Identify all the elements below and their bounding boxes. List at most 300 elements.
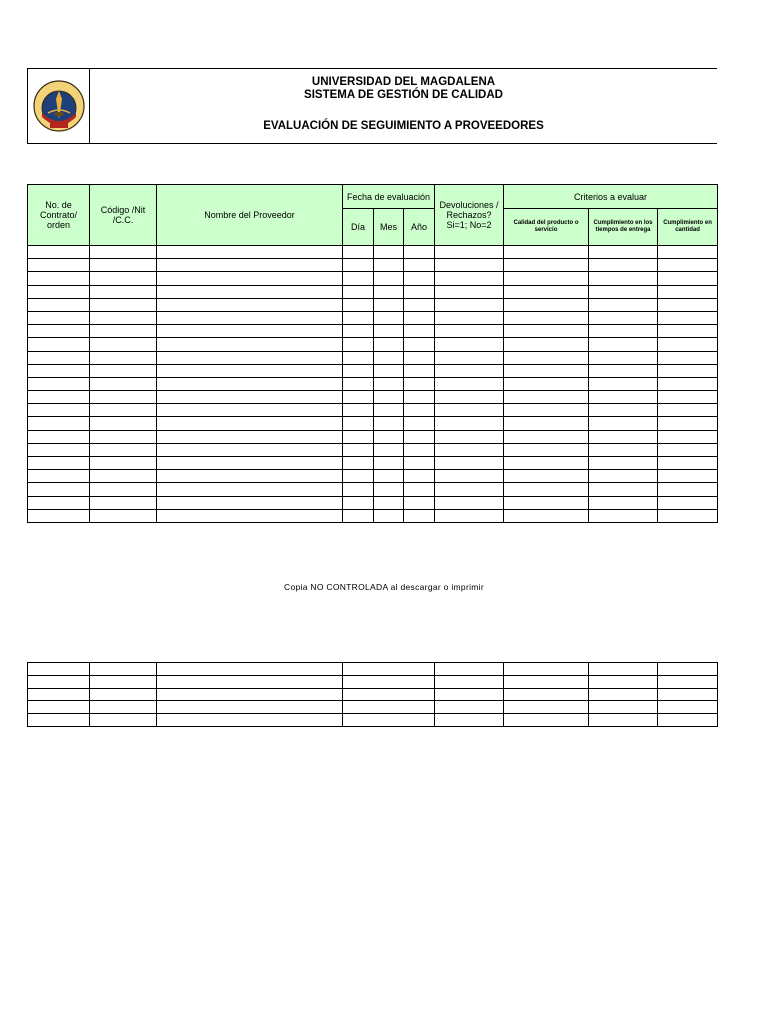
table-cell[interactable] bbox=[404, 364, 435, 377]
table-cell[interactable] bbox=[157, 285, 343, 298]
table-cell[interactable] bbox=[504, 311, 589, 324]
table-cell[interactable] bbox=[504, 404, 589, 417]
table-row bbox=[28, 272, 718, 285]
header-anio: Año bbox=[404, 209, 435, 246]
table-cell[interactable] bbox=[435, 298, 504, 311]
table-cell[interactable] bbox=[504, 246, 589, 259]
table-cell[interactable] bbox=[589, 259, 658, 272]
table-cell[interactable] bbox=[435, 351, 504, 364]
table-cell[interactable] bbox=[504, 351, 589, 364]
table-cell[interactable] bbox=[404, 298, 435, 311]
header-devoluciones: Devoluciones / Rechazos? Si=1; No=2 bbox=[435, 185, 504, 246]
document-header bbox=[27, 68, 717, 144]
table-row bbox=[28, 311, 718, 324]
table-cell[interactable] bbox=[157, 298, 343, 311]
table-cell[interactable] bbox=[504, 391, 589, 404]
table-cell[interactable] bbox=[504, 338, 589, 351]
table-cell[interactable] bbox=[343, 483, 374, 496]
table-cell[interactable] bbox=[589, 688, 658, 701]
table-cell[interactable] bbox=[658, 443, 718, 456]
table-cell[interactable] bbox=[658, 325, 718, 338]
table-cell[interactable] bbox=[589, 338, 658, 351]
table-row bbox=[28, 430, 718, 443]
table-row bbox=[28, 701, 718, 714]
table-cell[interactable] bbox=[90, 351, 157, 364]
table-cell[interactable] bbox=[658, 351, 718, 364]
table-cell[interactable] bbox=[658, 338, 718, 351]
table-cell[interactable] bbox=[28, 675, 90, 688]
form-title: EVALUACIÓN DE SEGUIMIENTO A PROVEEDORES bbox=[263, 120, 544, 132]
table-cell[interactable] bbox=[90, 714, 157, 727]
logo-cell bbox=[28, 69, 90, 143]
table-cell[interactable] bbox=[658, 483, 718, 496]
table-cell[interactable] bbox=[28, 364, 90, 377]
table-cell[interactable] bbox=[374, 496, 404, 509]
table-cell[interactable] bbox=[435, 443, 504, 456]
evaluation-table bbox=[27, 184, 718, 523]
table-cell[interactable] bbox=[589, 351, 658, 364]
header-dia: Día bbox=[343, 209, 374, 246]
table-cell[interactable] bbox=[404, 272, 435, 285]
table-cell[interactable] bbox=[157, 325, 343, 338]
table-row bbox=[28, 714, 718, 727]
table-cell[interactable] bbox=[658, 688, 718, 701]
table-cell[interactable] bbox=[28, 391, 90, 404]
table-cell[interactable] bbox=[90, 701, 157, 714]
table-cell[interactable] bbox=[343, 364, 374, 377]
table-cell[interactable] bbox=[90, 285, 157, 298]
table-row bbox=[28, 688, 718, 701]
table-cell[interactable] bbox=[589, 430, 658, 443]
table-cell[interactable] bbox=[658, 391, 718, 404]
system-title: SISTEMA DE GESTIÓN DE CALIDAD bbox=[304, 89, 503, 101]
table-cell[interactable] bbox=[343, 701, 435, 714]
table-cell[interactable] bbox=[435, 391, 504, 404]
university-seal-logo bbox=[32, 77, 86, 135]
table-cell[interactable] bbox=[28, 285, 90, 298]
table-cell[interactable] bbox=[28, 417, 90, 430]
table-cell[interactable] bbox=[90, 391, 157, 404]
table-cell[interactable] bbox=[504, 714, 589, 727]
table-cell[interactable] bbox=[90, 675, 157, 688]
table-cell[interactable] bbox=[90, 377, 157, 390]
table-cell[interactable] bbox=[374, 259, 404, 272]
table-cell[interactable] bbox=[374, 285, 404, 298]
table-cell[interactable] bbox=[28, 311, 90, 324]
table-cell[interactable] bbox=[28, 351, 90, 364]
table-row bbox=[28, 496, 718, 509]
table-cell[interactable] bbox=[374, 404, 404, 417]
table-cell[interactable] bbox=[343, 430, 374, 443]
table-cell[interactable] bbox=[504, 470, 589, 483]
table-cell[interactable] bbox=[435, 430, 504, 443]
table-cell[interactable] bbox=[28, 483, 90, 496]
table-row bbox=[28, 364, 718, 377]
table-cell[interactable] bbox=[504, 285, 589, 298]
table-cell[interactable] bbox=[589, 417, 658, 430]
table-cell[interactable] bbox=[658, 470, 718, 483]
table-cell[interactable] bbox=[658, 298, 718, 311]
table-cell[interactable] bbox=[504, 298, 589, 311]
table-cell[interactable] bbox=[504, 509, 589, 522]
table-cell[interactable] bbox=[374, 417, 404, 430]
table-cell[interactable] bbox=[435, 338, 504, 351]
table-cell[interactable] bbox=[157, 351, 343, 364]
table-row bbox=[28, 285, 718, 298]
table-cell[interactable] bbox=[589, 391, 658, 404]
table-cell[interactable] bbox=[435, 457, 504, 470]
table-cell[interactable] bbox=[658, 404, 718, 417]
table-cell[interactable] bbox=[343, 714, 435, 727]
table-cell[interactable] bbox=[404, 351, 435, 364]
table-cell[interactable] bbox=[589, 272, 658, 285]
table-cell[interactable] bbox=[157, 259, 343, 272]
table-cell[interactable] bbox=[343, 298, 374, 311]
table-cell[interactable] bbox=[658, 272, 718, 285]
table-cell[interactable] bbox=[404, 246, 435, 259]
table-cell[interactable] bbox=[90, 688, 157, 701]
table-cell[interactable] bbox=[343, 443, 374, 456]
table-row bbox=[28, 470, 718, 483]
table-cell[interactable] bbox=[589, 701, 658, 714]
table-cell[interactable] bbox=[343, 404, 374, 417]
table-cell[interactable] bbox=[28, 404, 90, 417]
secondary-table-body bbox=[28, 663, 718, 727]
table-cell[interactable] bbox=[589, 377, 658, 390]
table-cell[interactable] bbox=[435, 259, 504, 272]
table-cell[interactable] bbox=[589, 496, 658, 509]
table-cell[interactable] bbox=[374, 325, 404, 338]
table-cell[interactable] bbox=[28, 663, 90, 676]
table-cell[interactable] bbox=[374, 351, 404, 364]
institution-title: UNIVERSIDAD DEL MAGDALENA bbox=[311, 76, 496, 88]
table-cell[interactable] bbox=[343, 496, 374, 509]
table-cell[interactable] bbox=[343, 351, 374, 364]
table-cell[interactable] bbox=[658, 417, 718, 430]
table-cell[interactable] bbox=[28, 298, 90, 311]
header-cantidad: Cumplimiento en cantidad bbox=[658, 209, 718, 246]
table-cell[interactable] bbox=[28, 714, 90, 727]
table-cell[interactable] bbox=[435, 496, 504, 509]
table-cell[interactable] bbox=[589, 470, 658, 483]
header-nombre-proveedor: Nombre del Proveedor bbox=[157, 185, 343, 246]
table-cell[interactable] bbox=[374, 470, 404, 483]
table-cell[interactable] bbox=[343, 311, 374, 324]
table-cell[interactable] bbox=[157, 272, 343, 285]
table-row bbox=[28, 298, 718, 311]
table-cell[interactable] bbox=[28, 246, 90, 259]
table-cell[interactable] bbox=[343, 272, 374, 285]
table-cell[interactable] bbox=[504, 325, 589, 338]
table-cell[interactable] bbox=[589, 364, 658, 377]
table-cell[interactable] bbox=[343, 325, 374, 338]
table-cell[interactable] bbox=[658, 285, 718, 298]
table-cell[interactable] bbox=[658, 259, 718, 272]
table-cell[interactable] bbox=[90, 311, 157, 324]
table-cell[interactable] bbox=[589, 483, 658, 496]
table-cell[interactable] bbox=[90, 259, 157, 272]
table-cell[interactable] bbox=[435, 417, 504, 430]
table-cell[interactable] bbox=[157, 701, 343, 714]
table-cell[interactable] bbox=[435, 272, 504, 285]
table-cell[interactable] bbox=[504, 259, 589, 272]
table-cell[interactable] bbox=[435, 246, 504, 259]
table-row bbox=[28, 443, 718, 456]
table-cell[interactable] bbox=[374, 272, 404, 285]
table-cell[interactable] bbox=[374, 509, 404, 522]
table-cell[interactable] bbox=[157, 404, 343, 417]
table-cell[interactable] bbox=[404, 311, 435, 324]
table-cell[interactable] bbox=[343, 509, 374, 522]
table-cell[interactable] bbox=[435, 509, 504, 522]
table-cell[interactable] bbox=[504, 483, 589, 496]
header-criterios: Criterios a evaluar bbox=[504, 185, 718, 209]
table-cell[interactable] bbox=[90, 483, 157, 496]
header-fecha-evaluacion: Fecha de evaluación bbox=[343, 185, 435, 209]
table-cell[interactable] bbox=[404, 404, 435, 417]
table-cell[interactable] bbox=[658, 509, 718, 522]
table-cell[interactable] bbox=[90, 272, 157, 285]
table-cell[interactable] bbox=[374, 430, 404, 443]
table-cell[interactable] bbox=[504, 364, 589, 377]
table-cell[interactable] bbox=[157, 675, 343, 688]
table-cell[interactable] bbox=[28, 259, 90, 272]
table-cell[interactable] bbox=[90, 338, 157, 351]
table-cell[interactable] bbox=[504, 701, 589, 714]
table-cell[interactable] bbox=[343, 259, 374, 272]
table-cell[interactable] bbox=[589, 404, 658, 417]
table-row bbox=[28, 391, 718, 404]
table-cell[interactable] bbox=[435, 325, 504, 338]
table-cell[interactable] bbox=[157, 714, 343, 727]
table-cell[interactable] bbox=[404, 443, 435, 456]
table-cell[interactable] bbox=[435, 377, 504, 390]
table-cell[interactable] bbox=[343, 246, 374, 259]
evaluation-table-body bbox=[28, 246, 718, 523]
table-cell[interactable] bbox=[404, 430, 435, 443]
table-cell[interactable] bbox=[658, 496, 718, 509]
table-cell[interactable] bbox=[504, 443, 589, 456]
header-mes: Mes bbox=[374, 209, 404, 246]
table-cell[interactable] bbox=[157, 364, 343, 377]
table-row bbox=[28, 259, 718, 272]
table-cell[interactable] bbox=[343, 663, 435, 676]
table-cell[interactable] bbox=[157, 443, 343, 456]
table-cell[interactable] bbox=[157, 663, 343, 676]
table-cell[interactable] bbox=[343, 285, 374, 298]
table-row bbox=[28, 351, 718, 364]
table-cell[interactable] bbox=[504, 272, 589, 285]
table-cell[interactable] bbox=[404, 285, 435, 298]
table-cell[interactable] bbox=[435, 483, 504, 496]
table-cell[interactable] bbox=[404, 509, 435, 522]
table-cell[interactable] bbox=[157, 688, 343, 701]
table-cell[interactable] bbox=[374, 483, 404, 496]
table-cell[interactable] bbox=[589, 325, 658, 338]
table-cell[interactable] bbox=[28, 509, 90, 522]
table-row bbox=[28, 483, 718, 496]
table-row bbox=[28, 377, 718, 390]
table-cell[interactable] bbox=[435, 364, 504, 377]
table-cell[interactable] bbox=[157, 430, 343, 443]
table-cell[interactable] bbox=[343, 417, 374, 430]
table-cell[interactable] bbox=[589, 714, 658, 727]
table-cell[interactable] bbox=[157, 338, 343, 351]
table-cell[interactable] bbox=[658, 663, 718, 676]
table-cell[interactable] bbox=[404, 391, 435, 404]
table-cell[interactable] bbox=[504, 688, 589, 701]
table-row bbox=[28, 404, 718, 417]
table-cell[interactable] bbox=[90, 457, 157, 470]
table-cell[interactable] bbox=[658, 430, 718, 443]
table-cell[interactable] bbox=[404, 470, 435, 483]
table-cell[interactable] bbox=[343, 377, 374, 390]
table-cell[interactable] bbox=[504, 663, 589, 676]
table-cell[interactable] bbox=[157, 509, 343, 522]
table-cell[interactable] bbox=[90, 417, 157, 430]
table-cell[interactable] bbox=[90, 404, 157, 417]
table-cell[interactable] bbox=[435, 701, 504, 714]
table-cell[interactable] bbox=[90, 509, 157, 522]
table-cell[interactable] bbox=[343, 391, 374, 404]
table-cell[interactable] bbox=[589, 663, 658, 676]
table-cell[interactable] bbox=[504, 430, 589, 443]
table-row bbox=[28, 417, 718, 430]
table-row bbox=[28, 338, 718, 351]
header-tiempos: Cumplimiento en los tiempos de entrega bbox=[589, 209, 658, 246]
table-cell[interactable] bbox=[658, 457, 718, 470]
table-cell[interactable] bbox=[589, 443, 658, 456]
table-cell[interactable] bbox=[658, 675, 718, 688]
table-cell[interactable] bbox=[589, 285, 658, 298]
table-cell[interactable] bbox=[658, 377, 718, 390]
table-cell[interactable] bbox=[28, 272, 90, 285]
table-cell[interactable] bbox=[658, 311, 718, 324]
header-contrato: No. de Contrato/ orden bbox=[28, 185, 90, 246]
table-cell[interactable] bbox=[157, 246, 343, 259]
table-cell[interactable] bbox=[404, 417, 435, 430]
table-row bbox=[28, 675, 718, 688]
table-cell[interactable] bbox=[658, 701, 718, 714]
table-cell[interactable] bbox=[589, 298, 658, 311]
table-cell[interactable] bbox=[28, 430, 90, 443]
table-cell[interactable] bbox=[374, 364, 404, 377]
header-titles bbox=[90, 69, 717, 133]
table-cell[interactable] bbox=[90, 663, 157, 676]
table-row bbox=[28, 509, 718, 522]
table-cell[interactable] bbox=[404, 259, 435, 272]
table-cell[interactable] bbox=[404, 496, 435, 509]
header-codigo: Código /Nit /C.C. bbox=[90, 185, 157, 246]
table-cell[interactable] bbox=[589, 675, 658, 688]
table-cell[interactable] bbox=[157, 377, 343, 390]
table-cell[interactable] bbox=[28, 470, 90, 483]
table-row bbox=[28, 663, 718, 676]
table-cell[interactable] bbox=[157, 391, 343, 404]
table-cell[interactable] bbox=[435, 714, 504, 727]
table-cell[interactable] bbox=[28, 688, 90, 701]
table-cell[interactable] bbox=[374, 298, 404, 311]
table-cell[interactable] bbox=[343, 675, 435, 688]
table-cell[interactable] bbox=[404, 325, 435, 338]
table-cell[interactable] bbox=[157, 457, 343, 470]
table-cell[interactable] bbox=[589, 246, 658, 259]
table-cell[interactable] bbox=[28, 377, 90, 390]
table-cell[interactable] bbox=[28, 496, 90, 509]
table-cell[interactable] bbox=[435, 663, 504, 676]
table-cell[interactable] bbox=[504, 496, 589, 509]
table-cell[interactable] bbox=[90, 298, 157, 311]
table-cell[interactable] bbox=[658, 364, 718, 377]
table-cell[interactable] bbox=[504, 377, 589, 390]
table-cell[interactable] bbox=[374, 338, 404, 351]
table-cell[interactable] bbox=[157, 483, 343, 496]
secondary-table bbox=[27, 662, 718, 727]
table-cell[interactable] bbox=[90, 443, 157, 456]
header-calidad: Calidad del producto o servicio bbox=[504, 209, 589, 246]
table-cell[interactable] bbox=[374, 246, 404, 259]
table-cell[interactable] bbox=[435, 404, 504, 417]
table-cell[interactable] bbox=[90, 496, 157, 509]
table-cell[interactable] bbox=[435, 688, 504, 701]
table-cell[interactable] bbox=[435, 470, 504, 483]
table-cell[interactable] bbox=[343, 470, 374, 483]
table-cell[interactable] bbox=[157, 417, 343, 430]
table-cell[interactable] bbox=[404, 377, 435, 390]
table-cell[interactable] bbox=[343, 688, 435, 701]
uncontrolled-copy-notice: Copia NO CONTROLADA al descargar o imprimir bbox=[284, 582, 484, 592]
table-cell[interactable] bbox=[28, 457, 90, 470]
table-cell[interactable] bbox=[435, 285, 504, 298]
table-cell[interactable] bbox=[404, 338, 435, 351]
table-cell[interactable] bbox=[374, 443, 404, 456]
table-cell[interactable] bbox=[157, 470, 343, 483]
table-cell[interactable] bbox=[343, 338, 374, 351]
table-cell[interactable] bbox=[157, 496, 343, 509]
table-cell[interactable] bbox=[90, 470, 157, 483]
table-cell[interactable] bbox=[374, 391, 404, 404]
table-cell[interactable] bbox=[90, 246, 157, 259]
table-cell[interactable] bbox=[374, 377, 404, 390]
table-cell[interactable] bbox=[157, 311, 343, 324]
table-cell[interactable] bbox=[374, 311, 404, 324]
table-cell[interactable] bbox=[28, 701, 90, 714]
table-cell[interactable] bbox=[589, 457, 658, 470]
table-cell[interactable] bbox=[658, 714, 718, 727]
table-cell[interactable] bbox=[658, 246, 718, 259]
table-cell[interactable] bbox=[504, 675, 589, 688]
table-cell[interactable] bbox=[435, 675, 504, 688]
table-cell[interactable] bbox=[343, 457, 374, 470]
table-cell[interactable] bbox=[589, 509, 658, 522]
table-cell[interactable] bbox=[435, 311, 504, 324]
table-row bbox=[28, 457, 718, 470]
table-cell[interactable] bbox=[404, 457, 435, 470]
table-cell[interactable] bbox=[28, 443, 90, 456]
table-cell[interactable] bbox=[404, 483, 435, 496]
table-cell[interactable] bbox=[504, 417, 589, 430]
table-cell[interactable] bbox=[90, 325, 157, 338]
table-cell[interactable] bbox=[90, 364, 157, 377]
table-cell[interactable] bbox=[28, 325, 90, 338]
table-cell[interactable] bbox=[589, 311, 658, 324]
table-row bbox=[28, 246, 718, 259]
table-cell[interactable] bbox=[504, 457, 589, 470]
table-cell[interactable] bbox=[374, 457, 404, 470]
table-row bbox=[28, 325, 718, 338]
table-cell[interactable] bbox=[90, 430, 157, 443]
table-cell[interactable] bbox=[28, 338, 90, 351]
